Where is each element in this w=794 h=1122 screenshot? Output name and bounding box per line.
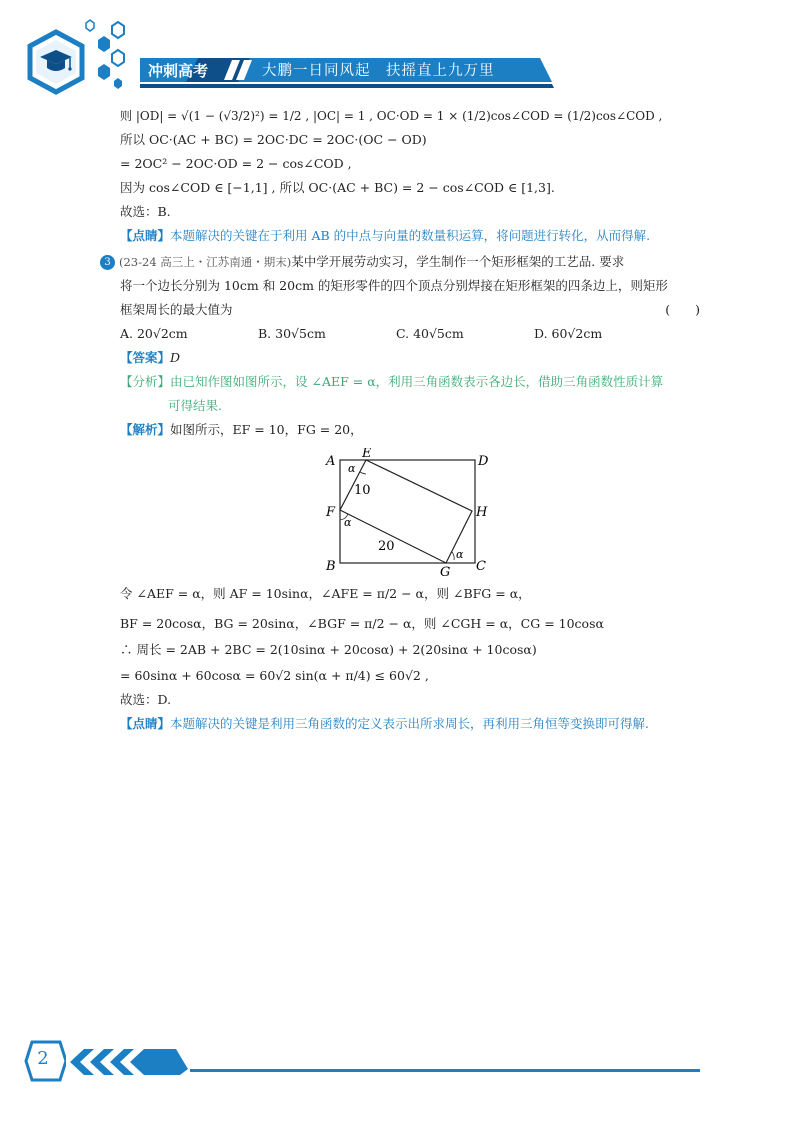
option-c: C. 40√5cm [396, 326, 464, 341]
option-b: B. 30√5cm [258, 326, 326, 341]
rectangle-frame-figure [322, 448, 492, 582]
explanation-line: 故选：D. [120, 692, 172, 707]
explanation-line: = 60sinα + 60cosα = 60√2 sin(α + π/4) ≤ 60√2 , [120, 668, 429, 683]
solution-line: 则 |OD| = √(1 − (√3/2)²) = 1/2 , |OC| = 1 , OC·OD = 1 × (1/2)cos∠COD = (1/2)cos∠COD , [120, 109, 663, 123]
answer-blank: ( ) [665, 302, 700, 317]
option-d: D. 60√2cm [534, 326, 603, 341]
page-number: 2 [37, 1048, 49, 1069]
analysis-text: 可得结果. [168, 398, 222, 413]
header-graphic [0, 0, 794, 110]
footer-rule [190, 1069, 700, 1072]
answer-tag: 【答案】 [120, 350, 171, 365]
question-text: 框架周长的最大值为 [120, 302, 233, 317]
question-number-badge [100, 255, 115, 270]
explanation-tag: 【解析】 [120, 422, 171, 437]
question-text: 某中学开展劳动实习，学生制作一个矩形框架的工艺品. 要求 [291, 254, 625, 269]
explanation-intro: 如图所示，EF = 10，FG = 20， [170, 422, 363, 437]
chevron-decoration [64, 1047, 194, 1077]
question-block [104, 250, 710, 346]
angle-alpha-e: α [348, 462, 356, 475]
question-line: 将一个边长分别为 10cm 和 20cm 的矩形零件的四个顶点分别焊接在矩形框架的四条边上，则矩形 [120, 278, 668, 293]
label-g: G [440, 565, 451, 578]
comment-text: 本题解决的关键在于利用 AB 的中点与向量的数量积运算，将问题进行转化，从而得解. [170, 228, 651, 243]
analysis-block [120, 370, 710, 418]
label-c: C [476, 559, 486, 574]
comment-row [120, 712, 710, 736]
page-content [104, 104, 710, 736]
header-slogan: 大鹏一日同风起 扶摇直上九万里 [262, 63, 495, 79]
label-d: D [478, 454, 489, 469]
answer-row [120, 346, 710, 370]
label-e: E [362, 448, 372, 461]
analysis-tag: 【分析】 [120, 374, 171, 389]
comment-row [120, 224, 710, 248]
analysis-row [120, 370, 710, 394]
question-source: (23-24 高三上・江苏南通・期末) [119, 255, 292, 269]
hexagon-decoration [86, 20, 124, 89]
option-a: A. 20√2cm [120, 326, 188, 341]
comment-tag: 【点睛】 [120, 228, 171, 243]
angle-alpha-g: α [456, 548, 464, 561]
brand-title: 冲刺高考 [148, 62, 209, 80]
graduation-cap-icon [38, 44, 74, 80]
solution-line: 因为 cos∠COD ∈ [−1,1] , 所以 OC·(AC + BC) = 2 − cos∠COD ∈ [1,3]. [120, 180, 555, 195]
explanation-line: 令 ∠AEF = α，则 AF = 10sinα，∠AFE = π/2 − α，则 ∠BFG = α， [120, 586, 531, 601]
analysis-text: 由已知作图如图所示，设 ∠AEF = α，利用三角函数表示各边长，借助三角函数性质计算 [170, 374, 664, 389]
comment-tag: 【点睛】 [120, 716, 171, 731]
solution-line: 所以 OC·(AC + BC) = 2OC·DC = 2OC·(OC − OD) [120, 132, 427, 147]
solution-line: 故选：B. [120, 204, 171, 219]
page-header [0, 0, 794, 110]
label-b: B [326, 559, 336, 574]
geometry-diagram [322, 448, 492, 578]
question-line [120, 298, 700, 322]
previous-solution [120, 104, 710, 248]
question-line [100, 250, 710, 274]
length-ef-label: 10 [354, 483, 371, 498]
angle-alpha-f: α [344, 516, 352, 529]
explanation-line: BF = 20cosα，BG = 20sinα，∠BGF = π/2 − α，则 ∠CGH = α，CG = 10cosα [120, 616, 604, 631]
answer-value: D [170, 350, 181, 365]
explanation-line: ∴ 周长 = 2AB + 2BC = 2(10sinα + 20cosα) + 2(20sinα + 10cosα) [120, 642, 537, 657]
length-fg-label: 20 [378, 539, 395, 554]
question-number: 3 [104, 257, 111, 268]
explanation-row [120, 418, 710, 442]
comment-text: 本题解决的关键是利用三角函数的定义表示出所求周长，再利用三角恒等变换即可得解. [170, 716, 649, 731]
page-number-badge [20, 1040, 66, 1082]
options-row [120, 322, 710, 346]
label-a: A [326, 454, 336, 469]
label-f: F [326, 505, 336, 520]
label-h: H [476, 505, 488, 520]
solution-line: = 2OC² − 2OC·OD = 2 − cos∠COD , [120, 156, 352, 171]
